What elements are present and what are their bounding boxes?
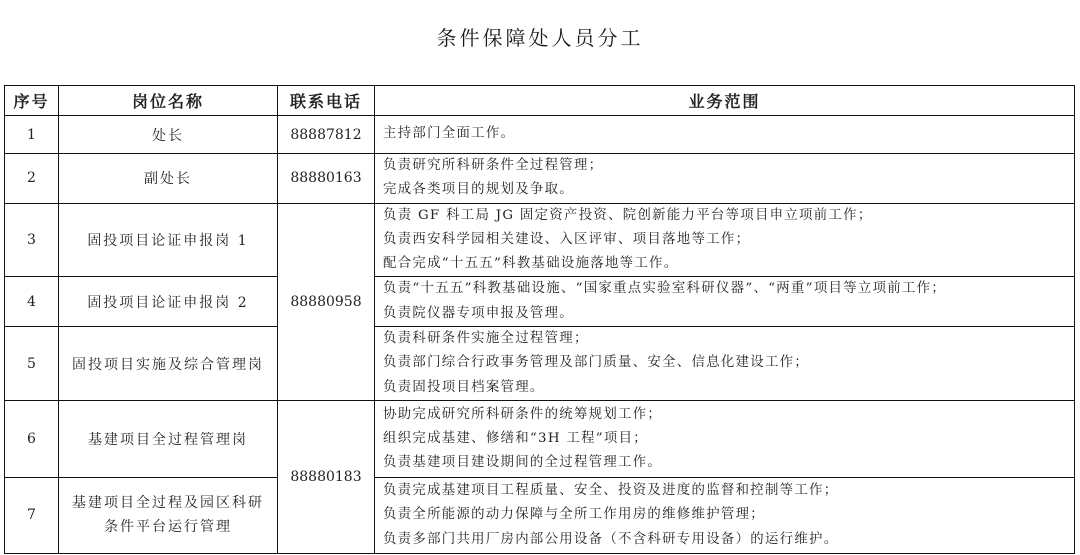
header-position: 岗位名称 xyxy=(59,86,278,116)
row-position: 固投项目论证申报岗 1 xyxy=(59,203,278,277)
row-position xyxy=(59,477,278,553)
staff-table xyxy=(4,85,1075,554)
row-position: 处长 xyxy=(59,116,278,154)
row-scope xyxy=(375,277,1075,327)
table-row xyxy=(5,477,1075,553)
position-line: 基建项目全过程及园区科研 xyxy=(72,495,264,512)
row-scope xyxy=(375,154,1075,204)
table-row xyxy=(5,154,1075,204)
row-no: 5 xyxy=(5,327,59,401)
row-no: 7 xyxy=(5,477,59,553)
header-no: 序号 xyxy=(5,86,59,116)
table-row xyxy=(5,116,1075,154)
row-position: 固投项目论证申报岗 2 xyxy=(59,277,278,327)
row-scope xyxy=(375,116,1075,154)
scope-line: 负责全所能源的动力保障与全所工作用房的维修维护管理； xyxy=(383,507,765,523)
scope-line: 主持部门全面工作。 xyxy=(383,126,516,142)
table-row xyxy=(5,203,1075,277)
header-phone: 联系电话 xyxy=(278,86,375,116)
scope-line: 负责基建项目建设期间的全过程管理工作。 xyxy=(383,455,663,471)
scope-line: 负责多部门共用厂房内部公用设备（不含科研专用设备）的运行维护。 xyxy=(383,531,839,547)
page-title: 条件保障处人员分工 xyxy=(436,26,644,50)
table-row xyxy=(5,327,1075,401)
scope-line: 负责科研条件实施全过程管理； xyxy=(383,331,589,347)
scope-line: 协助完成研究所科研条件的统筹规划工作； xyxy=(383,406,663,422)
row-no: 1 xyxy=(5,116,59,154)
scope-line: 负责 GF 科工局 JG 固定资产投资、院创新能力平台等项目申立项前工作； xyxy=(383,207,873,223)
row-scope xyxy=(375,477,1075,553)
scope-line: 负责研究所科研条件全过程管理； xyxy=(383,158,604,173)
scope-line: 负责院仪器专项申报及管理。 xyxy=(383,305,574,321)
row-phone: 88880163 xyxy=(278,154,375,204)
row-phone: 88887812 xyxy=(278,116,375,154)
scope-line: 负责“十五五”科教基础设施、“国家重点实验室科研仪器”、“两重”项目等立项前工作； xyxy=(383,281,947,297)
row-no: 3 xyxy=(5,203,59,277)
scope-line: 负责部门综合行政事务管理及部门质量、安全、信息化建设工作； xyxy=(383,355,810,371)
row-position: 固投项目实施及综合管理岗 xyxy=(59,327,278,401)
row-position: 副处长 xyxy=(59,154,278,204)
scope-line: 负责固投项目档案管理。 xyxy=(383,379,545,395)
row-position: 基建项目全过程管理岗 xyxy=(59,400,278,477)
row-scope xyxy=(375,203,1075,277)
table-row xyxy=(5,277,1075,327)
row-phone: 88880183 xyxy=(278,400,375,553)
scope-line: 组织完成基建、修缮和“3H 工程”项目； xyxy=(383,430,649,446)
row-phone: 88880958 xyxy=(278,203,375,400)
row-no: 4 xyxy=(5,277,59,327)
position-line: 条件平台运行管理 xyxy=(104,519,232,536)
scope-line: 完成各类项目的规划及争取。 xyxy=(383,182,574,198)
row-scope xyxy=(375,327,1075,401)
row-no: 6 xyxy=(5,400,59,477)
scope-line: 配合完成“十五五”科教基础设施落地等工作。 xyxy=(383,256,679,272)
row-no: 2 xyxy=(5,154,59,204)
scope-line: 负责完成基建项目工程质量、安全、投资及进度的监督和控制等工作； xyxy=(383,483,839,499)
row-scope xyxy=(375,400,1075,477)
header-scope: 业务范围 xyxy=(375,86,1075,116)
scope-line: 负责西安科学园相关建设、入区评审、项目落地等工作； xyxy=(383,231,751,247)
table-header-row xyxy=(5,86,1075,116)
table-row xyxy=(5,400,1075,477)
